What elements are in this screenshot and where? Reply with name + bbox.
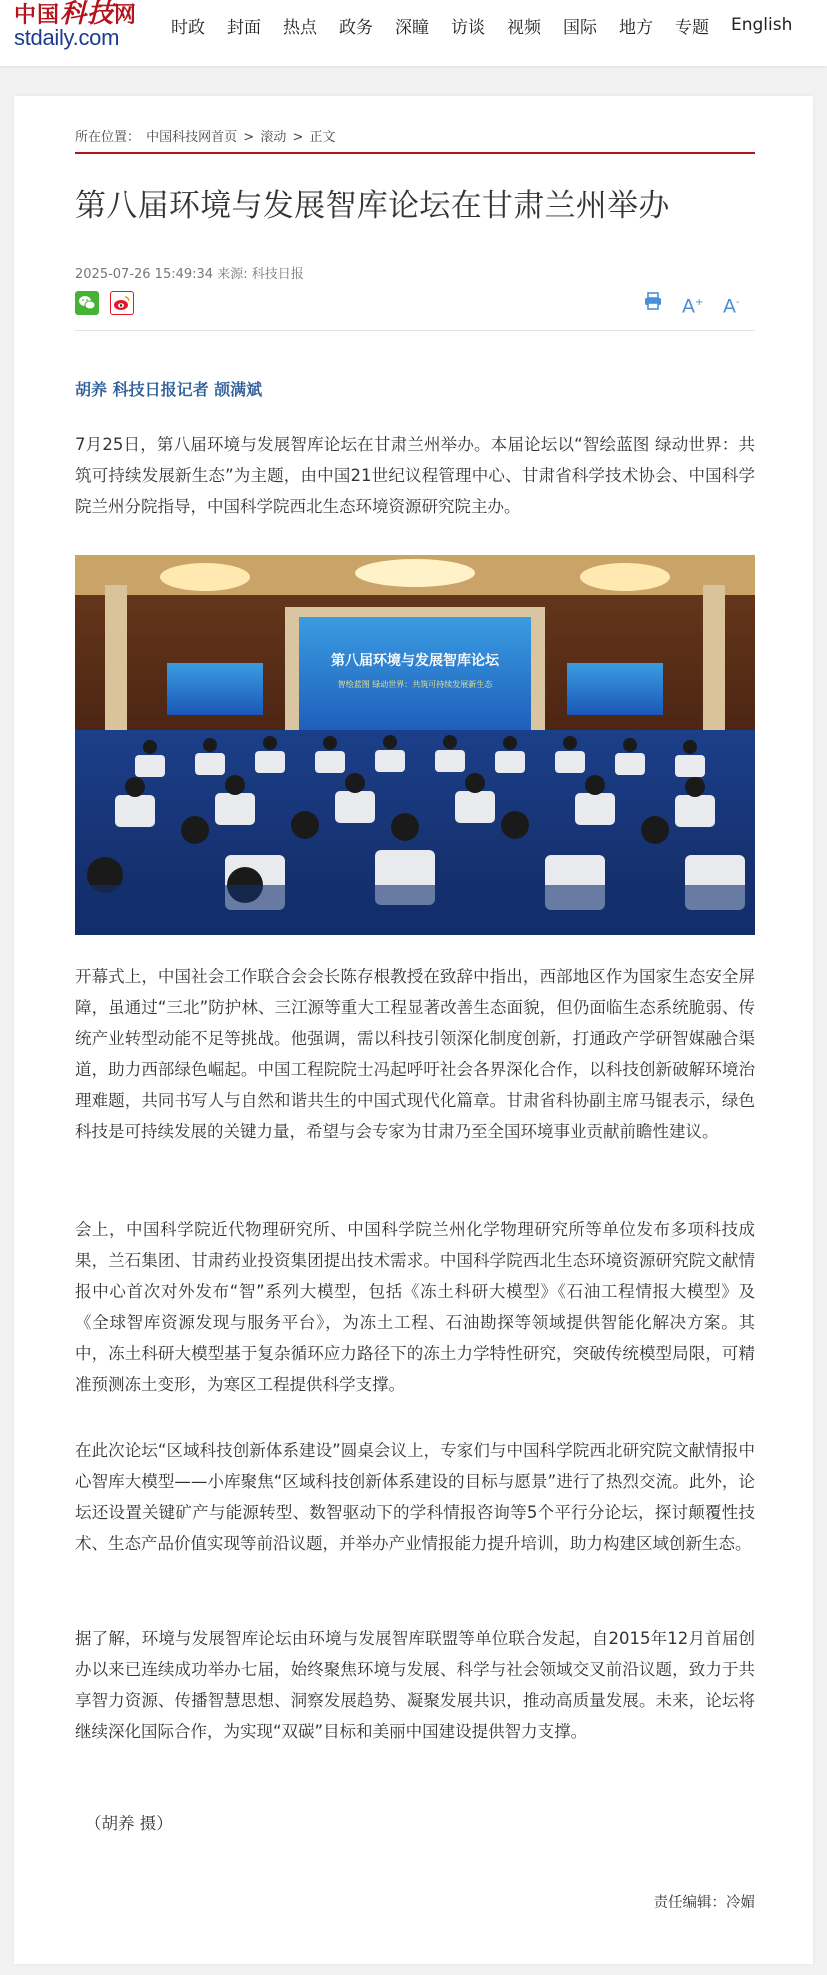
wechat-share-icon[interactable]: [75, 291, 99, 315]
article-photo: [75, 555, 755, 935]
article-paragraph: 在此次论坛“区域科技创新体系建设”圆桌会议上，专家们与中国科学院西北研究院文献情报中心智库大模型——小库聚焦“区域科技创新体系建设的目标与愿景”进行了热烈交流。此外，论坛还设置关键矿产与能源转型、数智驱动下的学科情报咨询等5个平行分论坛，探讨颠覆性技术、生态产品价值实现等前沿议题，并举办产业情报能力提升培训，助力构建区域创新生态。: [75, 1441, 755, 1553]
article-title: 第八届环境与发展智库论坛在甘肃兰州举办: [75, 188, 670, 224]
breadcrumb-separator: >: [288, 130, 308, 145]
printer-icon[interactable]: [643, 291, 663, 317]
font-smaller-button[interactable]: A-: [723, 295, 740, 318]
nav-item[interactable]: 视频: [507, 17, 541, 38]
nav-item[interactable]: 国际: [563, 17, 597, 38]
article-paragraph: 据了解，环境与发展智库论坛由环境与发展智库联盟等单位联合发起，自2015年12月首届创办以来已连续成功举办七届，始终聚焦环境与发展、科学与社会领域交叉前沿议题，致力于共享智力资源、传播智慧思想、洞察发展趋势、凝聚发展共识，推动高质量发展。未来，论坛将继续深化国际合作，为实现“双碳”目标和美丽中国建设提供智力支撑。: [75, 1629, 755, 1741]
article-source: 来源: 科技日报: [217, 267, 304, 282]
article-paragraph: 开幕式上，中国社会工作联合会会长陈存根教授在致辞中指出，西部地区作为国家生态安全屏障，虽通过“三北”防护林、三江源等重大工程显著改善生态面貌，但仍面临生态系统脆弱、传统产业转型动能不足等挑战。他强调，需以科技引领深化制度创新，打通政产学研智媒融合渠道，助力西部绿色崛起。中国工程院院士冯起呼吁社会各界深化合作，以科技创新破解环境治理难题，共同书写人与自然和谐共生的中国式现代化篇章。甘肃省科协副主席马锟表示，绿色科技是可持续发展的关键力量，希望与会专家为甘肃乃至全国环境事业贡献前瞻性建议。: [75, 967, 755, 1141]
publish-datetime: 2025-07-26 15:49:34: [75, 267, 214, 282]
screen-subtitle: 智绘蓝图 绿动世界：共筑可持续发展新生态: [337, 680, 493, 689]
article-byline: 胡养 科技日报记者 颉满斌: [75, 380, 263, 399]
nav-item-english[interactable]: English: [731, 15, 793, 35]
logo-en: stdaily.com: [14, 25, 120, 50]
breadcrumb-home[interactable]: 中国科技网首页: [146, 130, 238, 145]
font-larger-button[interactable]: A+: [682, 295, 704, 318]
breadcrumb-section[interactable]: 滚动: [260, 130, 287, 145]
main-nav: [171, 0, 792, 50]
nav-item[interactable]: 专题: [675, 17, 709, 38]
site-header: [0, 0, 827, 66]
logo-cn: 中国科技网: [14, 0, 138, 29]
nav-item[interactable]: 封面: [227, 17, 261, 38]
nav-item[interactable]: 地方: [619, 17, 653, 38]
article-paragraph: 会上，中国科学院近代物理研究所、中国科学院兰州化学物理研究所等单位发布多项科技成果，兰石集团、甘肃药业投资集团提出技术需求。中国科学院西北生态环境资源研究院文献情报中心首次对外发布“智”系列大模型，包括《冻土科研大模型》《石油工程情报大模型》及《全球智库资源发现与服务平台》，为冻土工程、石油勘探等领域提供智能化解决方案。其中，冻土科研大模型基于复杂循环应力路径下的冻土力学特性研究，突破传统模型局限，可精准预测冻土变形，为寒区工程提供科学支撑。: [75, 1220, 755, 1394]
article-tools: [75, 291, 755, 331]
breadcrumb-current: 正文: [309, 130, 336, 145]
breadcrumb-label: 所在位置：: [75, 130, 141, 145]
photo-credit: （胡养 摄）: [85, 1814, 173, 1833]
nav-item[interactable]: 访谈: [451, 17, 485, 38]
site-logo[interactable]: [14, 2, 144, 54]
nav-item[interactable]: 深瞳: [395, 17, 429, 38]
article-meta: [75, 263, 755, 282]
breadcrumb-separator: >: [239, 130, 259, 145]
nav-item[interactable]: 热点: [283, 17, 317, 38]
weibo-share-icon[interactable]: [110, 291, 134, 315]
screen-title: 第八届环境与发展智库论坛: [331, 653, 499, 669]
nav-item[interactable]: 政务: [339, 17, 373, 38]
article-paragraph: 7月25日，第八届环境与发展智库论坛在甘肃兰州举办。本届论坛以“智绘蓝图 绿动世界：共筑可持续发展新生态”为主题，由中国21世纪议程管理中心、甘肃省科学技术协会、中国科学院兰州分院指导，中国科学院西北生态环境资源研究院主办。: [75, 435, 755, 516]
breadcrumb: [75, 126, 755, 154]
article-card: [14, 96, 813, 1964]
nav-item[interactable]: 时政: [171, 17, 205, 38]
responsible-editor: 责任编辑：冷媚: [653, 1895, 755, 1911]
